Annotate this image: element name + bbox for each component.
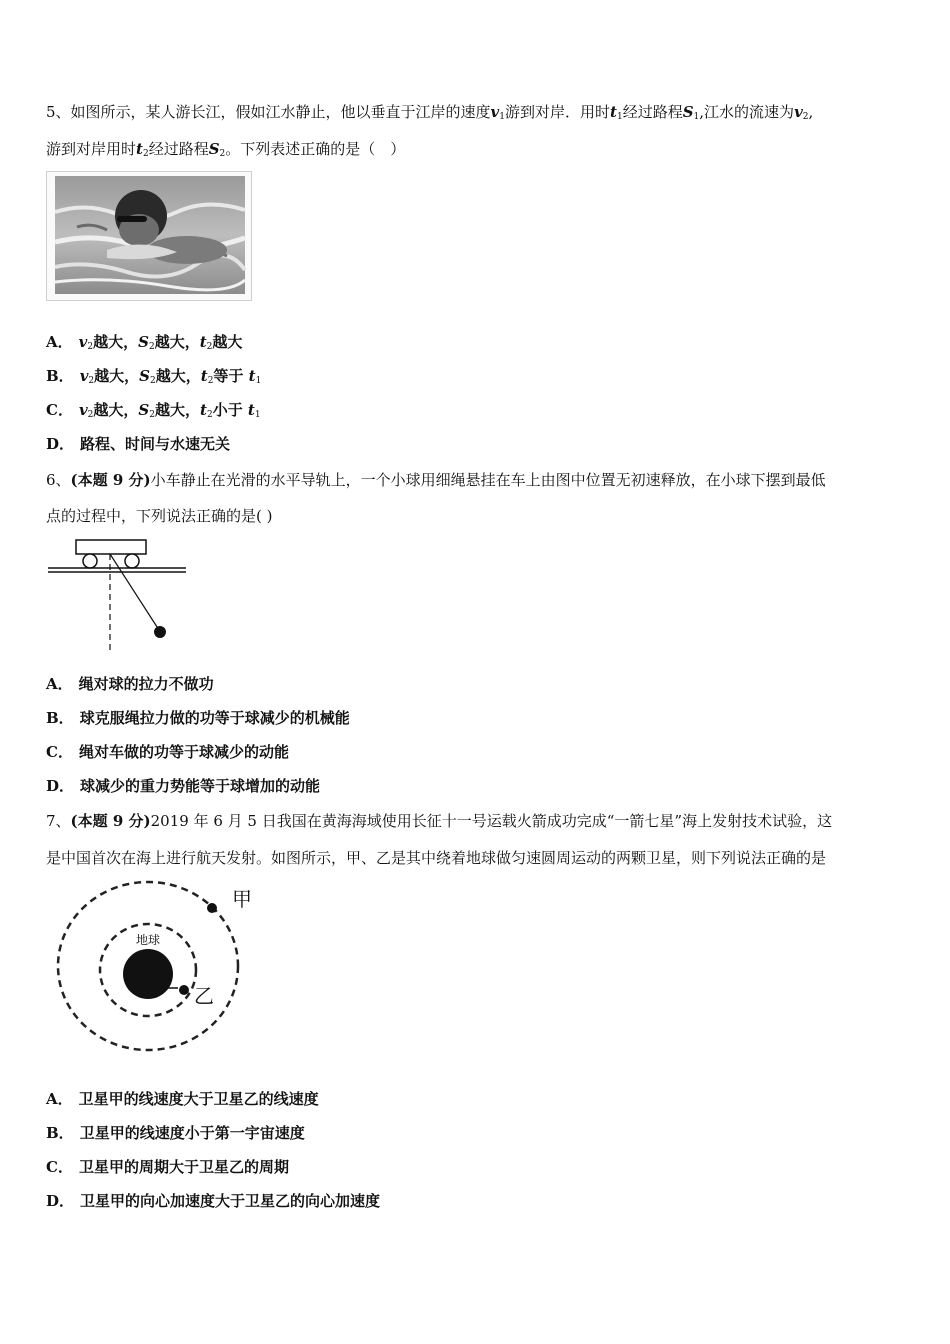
q5-option-c[interactable]: C． $v_2$越大，$S_2$越大，$t_2$小于 $t_1$: [46, 401, 261, 420]
satellite-orbit-figure: [50, 878, 270, 1058]
cart-body: [76, 540, 146, 554]
q5-option-a[interactable]: A． $v_2$越大，$S_2$越大，$t_2$越大: [46, 333, 243, 352]
q5-option-b[interactable]: B． $v_2$越大，$S_2$越大，$t_2$等于 $t_1$: [46, 367, 262, 386]
cart-pendulum-figure: [46, 536, 191, 658]
cart-wheel-right: [125, 554, 139, 568]
satellite-jia-label: 甲: [232, 887, 252, 911]
cart-wheel-left: [83, 554, 97, 568]
pendulum-ball: [154, 626, 166, 638]
q7-option-d[interactable]: D． 卫星甲的向心加速度大于卫星乙的向心加速度: [46, 1192, 381, 1210]
q7-option-a[interactable]: A． 卫星甲的线速度大于卫星乙的线速度: [46, 1090, 319, 1108]
q6-option-c[interactable]: C． 绳对车做的功等于球减少的动能: [46, 743, 289, 761]
q5-option-d[interactable]: D． 路程、时间与水速无关: [46, 435, 231, 453]
q7-option-b[interactable]: B． 卫星甲的线速度小于第一宇宙速度: [46, 1124, 305, 1142]
q7-stem-line1: 7、(本题 9 分)2019 年 6 月 5 日我国在黄海海域使用长征十一号运载火箭成功完成“一箭七星”海上发射技术试验，这: [46, 812, 833, 830]
q6-stem-line2: 点的过程中，下列说法正确的是( ): [46, 507, 273, 525]
swimmer-illustration: [47, 172, 251, 300]
earth: [123, 949, 173, 999]
satellite-jia: [207, 903, 217, 913]
swimmer-photo: [46, 171, 252, 301]
q6-stem-line1: 6、(本题 9 分)小车静止在光滑的水平导轨上，一个小球用细绳悬挂在车上由图中位置无初速释放，在小球下摆到最低: [46, 471, 826, 489]
q6-option-a[interactable]: A． 绳对球的拉力不做功: [46, 675, 214, 693]
satellite-yi-label: 乙: [194, 984, 214, 1008]
q6-option-d[interactable]: D． 球减少的重力势能等于球增加的动能: [46, 777, 321, 795]
satellite-yi: [179, 985, 189, 995]
q7-option-c[interactable]: C． 卫星甲的周期大于卫星乙的周期: [46, 1158, 289, 1176]
q6-option-b[interactable]: B． 球克服绳拉力做的功等于球减少的机械能: [46, 709, 350, 727]
q5-stem-line1: 5、如图所示，某人游长江，假如江水静止，他以垂直于江岸的速度$v_1$游到对岸．用时$t_1$经过路程$S_1$,江水的流速为$v_2$,: [46, 103, 814, 122]
q5-stem-line2: 游到对岸用时$t_2$经过路程$S_2$。下列表述正确的是（ ）: [46, 140, 406, 159]
q7-stem-line2: 是中国首次在海上进行航天发射。如图所示，甲、乙是其中绕着地球做匀速圆周运动的两颗卫星，则下列说法正确的是: [46, 849, 827, 867]
earth-label: 地球: [135, 933, 161, 947]
